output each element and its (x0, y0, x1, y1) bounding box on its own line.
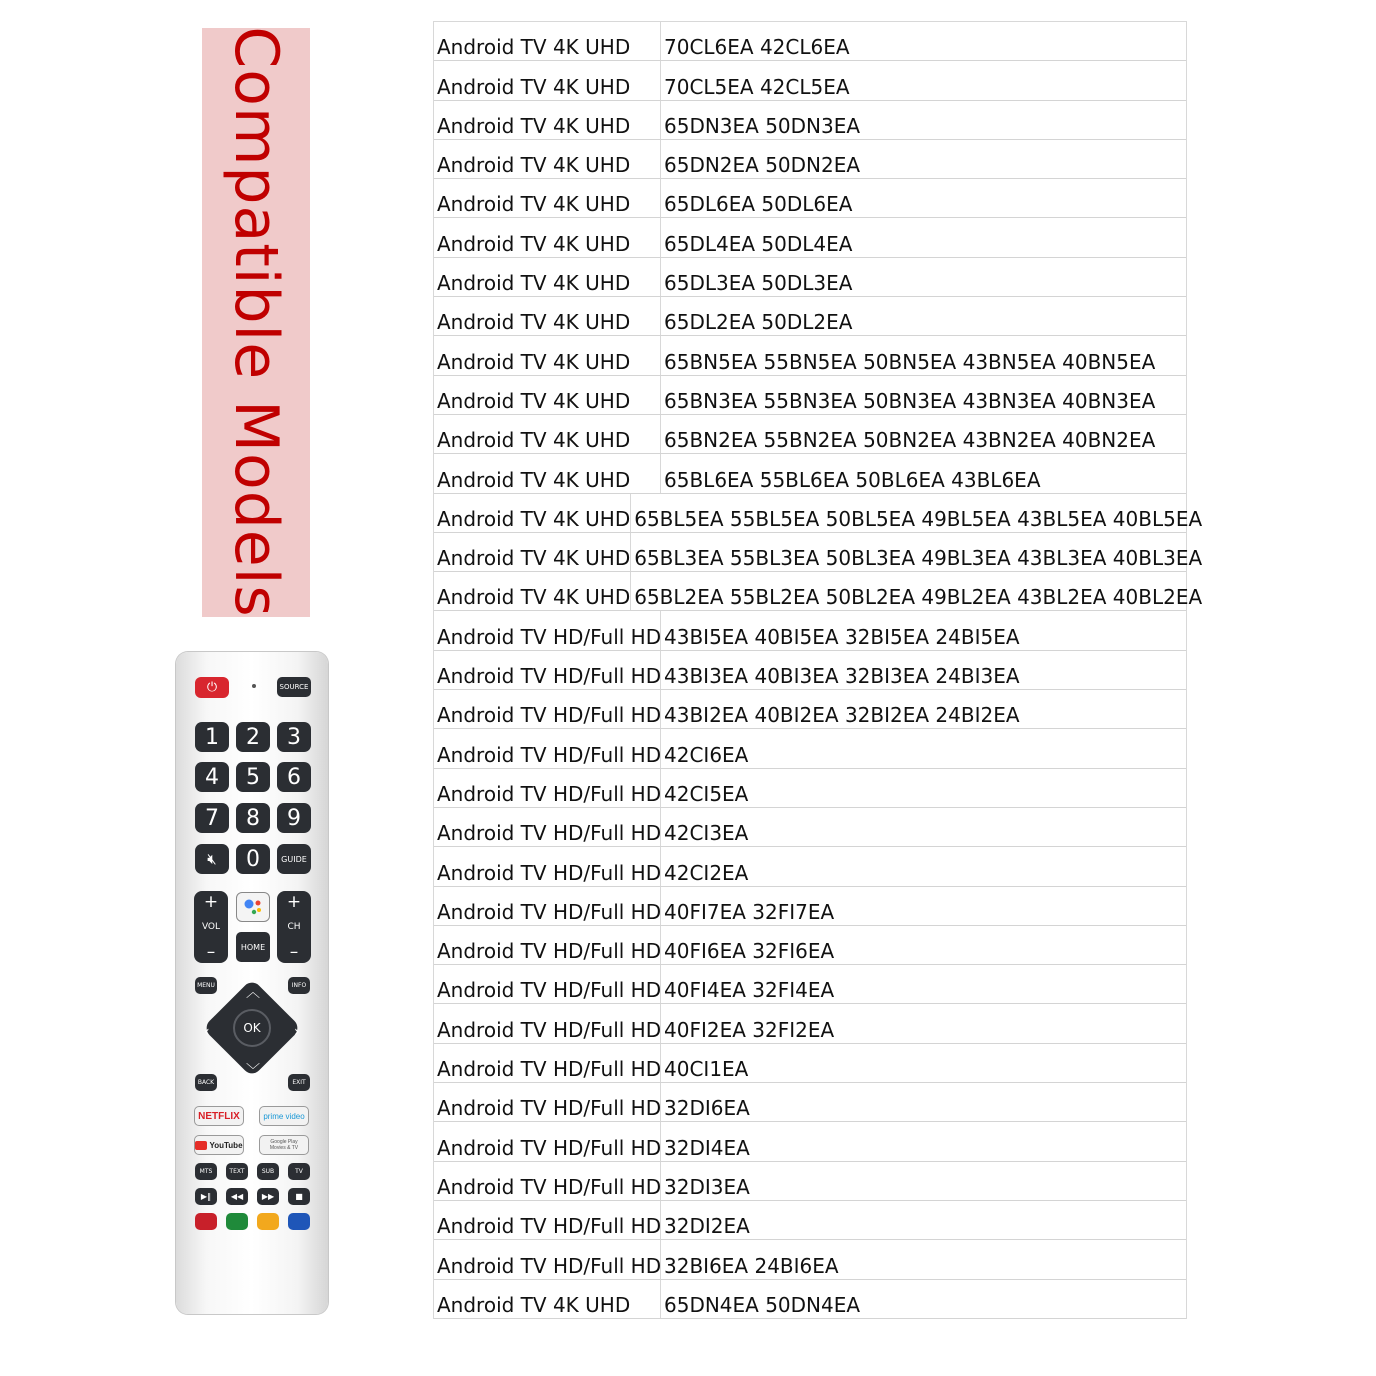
tv-type-cell: Android TV 4K UHD (434, 61, 661, 99)
table-row (434, 926, 1186, 965)
tv-type-cell: Android TV HD/Full HD (434, 1122, 661, 1160)
vol-label: VOL (201, 922, 221, 932)
model-numbers-cell: 42CI5EA (664, 781, 749, 806)
ch-label: CH (287, 922, 301, 932)
tv-type-cell: Android TV 4K UHD (434, 297, 661, 335)
banner-title: Compatible Models (221, 26, 291, 618)
digit-2-button: 2 (236, 722, 270, 752)
minus-icon: – (206, 942, 216, 962)
model-numbers-cell: 70CL6EA 42CL6EA (664, 35, 850, 60)
tv-type-cell: Android TV 4K UHD (434, 454, 661, 492)
mts-button: MTS (195, 1163, 217, 1180)
model-numbers-cell: 32DI3EA (664, 1174, 750, 1199)
tv-type-cell: Android TV HD/Full HD (434, 926, 661, 964)
red-key (195, 1213, 217, 1230)
yellow-key (257, 1213, 279, 1230)
tv-type-cell: Android TV 4K UHD (434, 572, 631, 610)
table-row (434, 1122, 1186, 1161)
table-row (434, 415, 1186, 454)
tv-type-cell: Android TV HD/Full HD (434, 611, 661, 649)
model-numbers-cell: 65DN4EA 50DN4EA (664, 1292, 861, 1317)
table-row (434, 258, 1186, 297)
tv-type-cell: Android TV HD/Full HD (434, 808, 661, 846)
model-numbers-cell: 40FI4EA 32FI4EA (664, 978, 835, 1003)
tv-type-cell: Android TV 4K UHD (434, 336, 661, 374)
text-button: TEXT (226, 1163, 248, 1180)
chevron-left-icon: ‹ (204, 1024, 210, 1040)
stop-icon: ■ (295, 1192, 303, 1201)
tv-type-cell: Android TV 4K UHD (434, 1280, 661, 1318)
indicator-dot (252, 684, 256, 688)
tv-type-cell: Android TV HD/Full HD (434, 1162, 661, 1200)
digit-0-button: 0 (236, 844, 270, 874)
chevron-down-icon: ﹀ (246, 1063, 260, 1079)
table-row (434, 808, 1186, 847)
chevron-up-icon: ︿ (246, 985, 260, 1001)
table-row (434, 769, 1186, 808)
netflix-logo: NETFLIX (198, 1110, 240, 1122)
tv-type-cell: Android TV HD/Full HD (434, 651, 661, 689)
model-numbers-cell: 40FI2EA 32FI2EA (664, 1017, 835, 1042)
tv-type-cell: Android TV HD/Full HD (434, 690, 661, 728)
rewind-button (226, 1188, 248, 1205)
navigation-dpad (204, 980, 300, 1079)
prime-video-logo: prime video (263, 1111, 305, 1121)
model-numbers-cell: 43BI3EA 40BI3EA 32BI3EA 24BI3EA (664, 664, 1020, 689)
table-row (434, 1162, 1186, 1201)
model-numbers-cell: 65DN2EA 50DN2EA (664, 153, 861, 178)
tv-type-cell: Android TV 4K UHD (434, 218, 661, 256)
digit-1-button: 1 (195, 722, 229, 752)
table-row (434, 1240, 1186, 1279)
model-numbers-cell: 65DL3EA 50DL3EA (664, 271, 853, 296)
table-row (434, 690, 1186, 729)
model-numbers-cell: 32BI6EA 24BI6EA (664, 1253, 839, 1278)
table-row (434, 611, 1186, 650)
google-assistant-button (236, 892, 270, 922)
tv-type-cell: Android TV HD/Full HD (434, 1004, 661, 1042)
power-button: ⏻ (195, 677, 229, 698)
plus-icon: + (286, 892, 302, 912)
digit-7-button: 7 (195, 803, 229, 833)
table-row (434, 1280, 1186, 1319)
prime-video-button (259, 1106, 309, 1126)
tv-type-cell: Android TV 4K UHD (434, 415, 661, 453)
model-numbers-cell: 65BL3EA 55BL3EA 50BL3EA 49BL3EA 43BL3EA 40BL3EA (634, 546, 1203, 571)
exit-button: EXIT (288, 1074, 310, 1091)
tv-type-cell: Android TV 4K UHD (434, 22, 661, 60)
tv-type-cell: Android TV 4K UHD (434, 258, 661, 296)
table-row (434, 218, 1186, 257)
model-numbers-cell: 32DI6EA (664, 1096, 750, 1121)
tv-type-cell: Android TV HD/Full HD (434, 1044, 661, 1082)
model-numbers-cell: 65DL6EA 50DL6EA (664, 192, 853, 217)
digit-3-button: 3 (277, 722, 311, 752)
tv-type-cell: Android TV HD/Full HD (434, 1201, 661, 1239)
chevron-right-icon: › (294, 1024, 300, 1040)
sub-button: SUB (257, 1163, 279, 1180)
back-button: BACK (195, 1074, 217, 1091)
tv-type-cell: Android TV HD/Full HD (434, 1240, 661, 1278)
google-play-movies-button (259, 1135, 309, 1155)
compatible-models-table (433, 21, 1203, 1319)
table-row (434, 297, 1186, 336)
home-button: HOME (236, 932, 270, 962)
table-row (434, 336, 1186, 375)
minus-icon: – (289, 942, 299, 962)
volume-rocker (194, 891, 228, 963)
netflix-button (194, 1106, 244, 1126)
google-assistant-icon (243, 898, 263, 916)
plus-icon: + (203, 892, 219, 912)
table-row (434, 1201, 1186, 1240)
table-row (434, 454, 1186, 493)
digit-6-button: 6 (277, 762, 311, 792)
tv-type-cell: Android TV HD/Full HD (434, 847, 661, 885)
source-button: SOURCE (277, 677, 311, 697)
model-numbers-cell: 65BN3EA 55BN3EA 50BN3EA 43BN3EA 40BN3EA (664, 388, 1156, 413)
model-numbers-cell: 65BL2EA 55BL2EA 50BL2EA 49BL2EA 43BL2EA 40BL2EA (634, 585, 1203, 610)
tv-type-cell: Android TV HD/Full HD (434, 1083, 661, 1121)
tv-button: TV (288, 1163, 310, 1180)
mute-button (195, 844, 229, 874)
model-numbers-cell: 32DI4EA (664, 1135, 750, 1160)
tv-type-cell: Android TV 4K UHD (434, 140, 661, 178)
model-numbers-cell: 43BI5EA 40BI5EA 32BI5EA 24BI5EA (664, 624, 1020, 649)
digit-4-button: 4 (195, 762, 229, 792)
table-row (434, 61, 1186, 100)
table-row (434, 1044, 1186, 1083)
youtube-button (194, 1135, 244, 1155)
fast-forward-button (257, 1188, 279, 1205)
mute-icon: 🔇︎ (207, 850, 217, 868)
model-numbers-cell: 65DL2EA 50DL2EA (664, 310, 853, 335)
table-row (434, 965, 1186, 1004)
youtube-logo: YouTube (209, 1140, 243, 1150)
tv-type-cell: Android TV HD/Full HD (434, 769, 661, 807)
table-row (434, 1004, 1186, 1043)
table-row (434, 1083, 1186, 1122)
table-row (434, 101, 1186, 140)
tv-type-cell: Android TV HD/Full HD (434, 887, 661, 925)
guide-button: GUIDE (277, 844, 311, 874)
model-numbers-cell: 40CI1EA (664, 1057, 749, 1082)
youtube-icon (195, 1141, 207, 1150)
digit-5-button: 5 (236, 762, 270, 792)
tv-type-cell: Android TV 4K UHD (434, 376, 661, 414)
tv-type-cell: Android TV HD/Full HD (434, 965, 661, 1003)
google-play-logo: Google Play Movies & TV (269, 1139, 299, 1151)
table-row (434, 729, 1186, 768)
table-row (434, 847, 1186, 886)
tv-type-cell: Android TV 4K UHD (434, 101, 661, 139)
table-row (434, 376, 1186, 415)
rewind-icon: ◀◀ (230, 1192, 244, 1201)
tv-type-cell: Android TV 4K UHD (434, 179, 661, 217)
model-numbers-cell: 42CI3EA (664, 821, 749, 846)
model-numbers-cell: 43BI2EA 40BI2EA 32BI2EA 24BI2EA (664, 703, 1020, 728)
table-row (434, 533, 1203, 572)
digit-8-button: 8 (236, 803, 270, 833)
table-row (434, 140, 1186, 179)
play-pause-button (195, 1188, 217, 1205)
digit-9-button: 9 (277, 803, 311, 833)
tv-type-cell: Android TV 4K UHD (434, 494, 631, 532)
model-numbers-cell: 40FI6EA 32FI6EA (664, 939, 835, 964)
stop-button (288, 1188, 310, 1205)
ok-button: OK (233, 1009, 271, 1047)
model-numbers-cell: 65DN3EA 50DN3EA (664, 113, 861, 138)
table-row (434, 572, 1203, 611)
model-numbers-cell: 65BL5EA 55BL5EA 50BL5EA 49BL5EA 43BL5EA 40BL5EA (634, 506, 1203, 531)
blue-key (288, 1213, 310, 1230)
green-key (226, 1213, 248, 1230)
model-numbers-cell: 65DL4EA 50DL4EA (664, 231, 853, 256)
info-button: INFO (288, 977, 310, 994)
table-row (434, 22, 1186, 61)
model-numbers-cell: 65BL6EA 55BL6EA 50BL6EA 43BL6EA (664, 467, 1041, 492)
model-numbers-cell: 42CI6EA (664, 742, 749, 767)
menu-button: MENU (195, 977, 217, 994)
play-pause-icon: ▶︎‖ (200, 1192, 212, 1201)
fast-forward-icon: ▶▶ (261, 1192, 275, 1201)
table-row (434, 651, 1186, 690)
model-numbers-cell: 32DI2EA (664, 1214, 750, 1239)
table-row (434, 494, 1203, 533)
model-numbers-cell: 70CL5EA 42CL5EA (664, 74, 850, 99)
channel-rocker (277, 891, 311, 963)
model-numbers-cell: 65BN2EA 55BN2EA 50BN2EA 43BN2EA 40BN2EA (664, 428, 1156, 453)
model-numbers-cell: 40FI7EA 32FI7EA (664, 899, 835, 924)
model-numbers-cell: 65BN5EA 55BN5EA 50BN5EA 43BN5EA 40BN5EA (664, 349, 1156, 374)
tv-type-cell: Android TV 4K UHD (434, 533, 631, 571)
table-row (434, 179, 1186, 218)
model-numbers-cell: 42CI2EA (664, 860, 749, 885)
tv-type-cell: Android TV HD/Full HD (434, 729, 661, 767)
table-row (434, 887, 1186, 926)
